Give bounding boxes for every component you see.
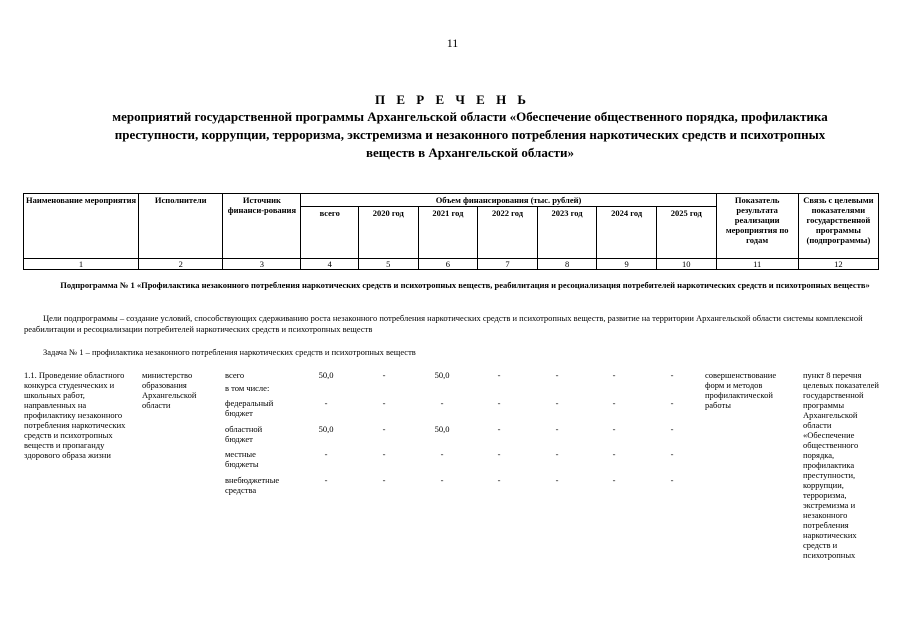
col-executor-header: Исполнители [139, 194, 223, 259]
column-number: 9 [597, 259, 657, 270]
activity-name: 1.1. Проведение областного конкурса студенческих и школьных работ, направленных на профилактику незаконного потребления наркотических средств и психотропных веществ и пропаганду здорового образа жизни [24, 370, 126, 460]
col-year-header: 2024 год [597, 207, 657, 259]
column-number: 8 [537, 259, 597, 270]
funding-value: - [324, 449, 328, 459]
column-number: 2 [139, 259, 223, 270]
column-number: 4 [301, 259, 359, 270]
funding-value: - [555, 449, 559, 459]
funding-value: - [440, 449, 444, 459]
funding-value: - [612, 370, 616, 380]
col-indicator-header: Показатель результата реализации мероприятия по годам [716, 194, 798, 259]
funding-source-label: внебюджетные средства [225, 475, 280, 495]
funding-value: - [382, 449, 386, 459]
funding-value: - [497, 449, 501, 459]
funding-value: - [555, 475, 559, 485]
col-link-header: Связь с целевыми показателями государственной программы (подпрограммы) [798, 194, 878, 259]
activity-indicator: совершенствование форм и методов профилактической работы [705, 370, 777, 410]
funding-value: 50,0 [318, 370, 334, 380]
funding-value: - [555, 370, 559, 380]
funding-value: 50,0 [434, 424, 450, 434]
subprogram-heading: Подпрограмма № 1 «Профилактика незаконного потребления наркотических средств и психотропных веществ, реабилитация и ресоциализация потребителей наркотических средств и психотропных веществ» [60, 280, 870, 290]
document-subtitle: мероприятий государственной программы Архангельской области «Обеспечение общественного порядка, профилактика преступности, коррупции, терроризма, экстремизма и незаконного потребления наркотических средств и психотропных веществ в Архангельской области» [112, 109, 828, 160]
column-number: 12 [798, 259, 878, 270]
funding-value: - [324, 398, 328, 408]
funding-source-label: местные бюджеты [225, 449, 259, 469]
funding-value: - [670, 424, 674, 434]
funding-value: - [670, 449, 674, 459]
col-year-header: 2021 год [418, 207, 478, 259]
funding-value: - [612, 449, 616, 459]
funding-value: - [497, 398, 501, 408]
funding-value: - [440, 475, 444, 485]
funding-value: - [324, 475, 328, 485]
funding-value: - [382, 475, 386, 485]
funding-value: - [670, 475, 674, 485]
funding-value: 50,0 [434, 370, 450, 380]
funding-value: - [612, 398, 616, 408]
col-year-header: 2020 год [359, 207, 419, 259]
col-year-header: 2022 год [478, 207, 538, 259]
col-source-header: Источник финанси-рования [223, 194, 301, 259]
activity-executor: министерство образования Архангельской области [142, 370, 197, 410]
column-number: 11 [716, 259, 798, 270]
funding-value: - [382, 398, 386, 408]
funding-value: - [612, 424, 616, 434]
col-year-header: 2025 год [656, 207, 716, 259]
funding-value: - [612, 475, 616, 485]
funding-source-label: областной бюджет [225, 424, 263, 444]
funding-source-label: в том числе: [225, 383, 270, 393]
column-number: 7 [478, 259, 538, 270]
col-name-header: Наименование мероприятия [24, 194, 139, 259]
funding-value: - [555, 424, 559, 434]
document-title: П Е Р Е Ч Е Н Ь [374, 92, 531, 107]
funding-value: - [555, 398, 559, 408]
col-year-header: 2023 год [537, 207, 597, 259]
column-number: 3 [223, 259, 301, 270]
funding-value: - [497, 370, 501, 380]
column-number: 1 [24, 259, 139, 270]
funding-value: - [382, 424, 386, 434]
col-total-header: всего [301, 207, 359, 259]
page-number: 11 [446, 36, 459, 50]
header-table [23, 193, 879, 270]
funding-value: - [497, 424, 501, 434]
column-number: 6 [418, 259, 478, 270]
funding-value: 50,0 [318, 424, 334, 434]
funding-value: - [497, 475, 501, 485]
column-number: 10 [656, 259, 716, 270]
task-heading: Задача № 1 – профилактика незаконного потребления наркотических средств и психотропных веществ [43, 347, 416, 357]
column-number: 5 [359, 259, 419, 270]
subprogram-goals: Цели подпрограммы – создание условий, способствующих сдерживанию роста незаконного потребления наркотических средств и психотропных веществ, развитие на территории Архангельской области системы комплексной реабилитации и ресоциализации потребителей наркотических средств и психотропных веществ [24, 313, 863, 334]
funding-value: - [440, 398, 444, 408]
funding-value: - [670, 398, 674, 408]
funding-value: - [670, 370, 674, 380]
funding-source-label: всего [225, 370, 245, 380]
col-volume-header: Объем финансирования (тыс. рублей) [301, 194, 716, 207]
funding-value: - [382, 370, 386, 380]
funding-source-label: федеральный бюджет [225, 398, 274, 418]
activity-target-link: пункт 8 перечня целевых показателей государственной программы Архангельской области «Обеспечение общественного порядка, профилактика преступности, коррупции, терроризма, экстремизма и незаконного потребления наркотических средств и психотропных [803, 370, 879, 560]
